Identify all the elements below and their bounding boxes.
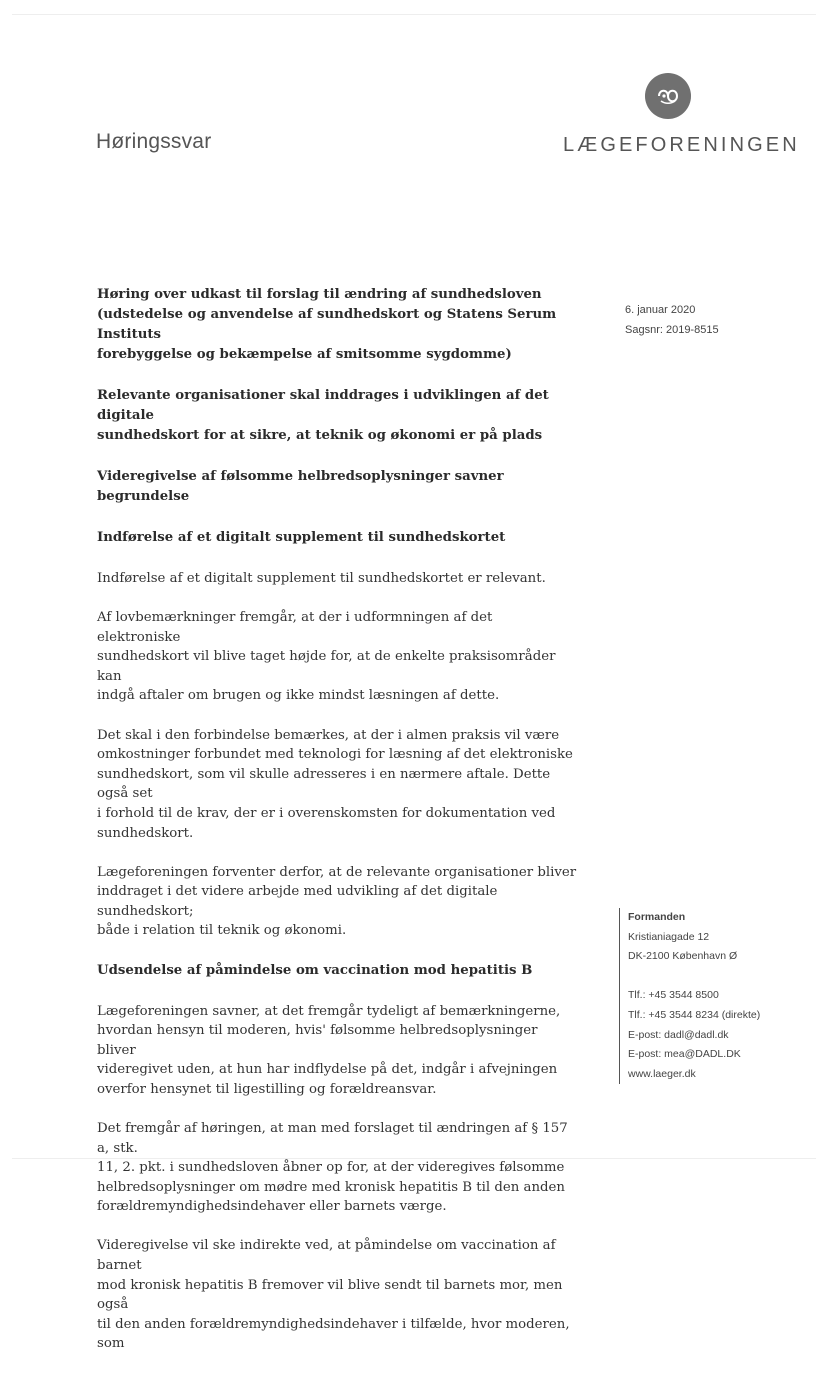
street-address: Kristianiagade 12 <box>628 930 710 943</box>
paragraph-line: til den anden forældremyndighedsindehaver i tilfælde, hvor moderen, som <box>97 1316 570 1352</box>
paragraph-line: Det skal i den forbindelse bemærkes, at der i almen praksis vil være <box>97 727 560 743</box>
paragraph <box>97 863 577 941</box>
paragraph-line: sundhedskort, som vil skulle adresseres i en nærmere aftale. Dette også set <box>97 766 551 802</box>
paragraph-line: Det fremgår af høringen, at man med forslaget til ændringen af § 157 a, stk. <box>97 1120 568 1156</box>
paragraph-line: hvordan hensyn til moderen, hvis' følsomme helbredsoplysninger bliver <box>97 1023 538 1058</box>
paragraph <box>97 608 577 706</box>
paragraph-line: sundhedskort. <box>97 825 194 841</box>
paragraph-line: inddraget i det videre arbejde med udvikling af det digitale sundhedskort; <box>97 884 498 919</box>
paragraph-line: overfor hensynet til ligestilling og forældreansvar. <box>97 1081 437 1097</box>
title-line: Høring over udkast til forslag til ændring af sundhedsloven <box>97 287 542 302</box>
document-title <box>97 285 577 365</box>
sender-contact-block <box>619 908 798 1084</box>
paragraph-line: sundhedskort vil blive taget højde for, at de enkelte praksisområder kan <box>97 649 556 684</box>
document-date: 6. januar 2020 <box>625 304 696 316</box>
organization-name: LÆGEFORENINGEN <box>563 134 800 156</box>
document-type: Høringssvar <box>96 130 212 153</box>
paragraph-line: både i relation til teknik og økonomi. <box>97 923 347 939</box>
summary-headline <box>97 386 577 446</box>
letter-body <box>97 285 577 1374</box>
email-direct: E-post: mea@DADL.DK <box>628 1048 741 1061</box>
paragraph-line: Af lovbemærkninger fremgår, at der i udformningen af det elektroniske <box>97 610 493 645</box>
paragraph-line: omkostninger forbundet med teknologi for læsning af det elektroniske <box>97 747 573 763</box>
spacer <box>628 967 798 987</box>
case-number: Sagsnr: 2019-8515 <box>625 324 719 336</box>
paragraph <box>97 1119 577 1217</box>
title-line: (udstedelse og anvendelse af sundhedskort og Statens Serum Instituts <box>97 307 557 342</box>
summary-headline-2: Videregivelse af følsomme helbredsoplysninger savner begrundelse <box>97 469 504 504</box>
title-line: forebyggelse og bekæmpelse af smitsomme sygdomme) <box>97 347 512 362</box>
section-heading-hepatitis-b: Udsendelse af påmindelse om vaccination mod hepatitis B <box>97 962 533 978</box>
section-heading-digital-supplement: Indførelse af et digitalt supplement til sundhedskortet <box>97 530 506 545</box>
paragraph-line: forældremyndighedsindehaver eller barnets værge. <box>97 1199 447 1215</box>
phone-direct: Tlf.: +45 3544 8234 (direkte) <box>628 1008 761 1021</box>
phone-number: Tlf.: +45 3544 8500 <box>628 989 719 1002</box>
paragraph-line: helbredsoplysninger om mødre med kronisk hepatitis B til den anden <box>97 1179 565 1195</box>
paragraph-line: 11, 2. pkt. i sundhedsloven åbner op for, at der videregives følsomme <box>97 1160 565 1176</box>
paragraph-line: Lægeforeningen forventer derfor, at de relevante organisationer bliver <box>97 864 577 880</box>
document-meta <box>625 300 719 340</box>
paragraph <box>97 726 577 844</box>
headline-line: Relevante organisationer skal inddrages i udviklingen af det digitale <box>97 388 549 423</box>
paragraph-line: indgå aftaler om brugen og ikke mindst læsningen af dette. <box>97 688 500 704</box>
paragraph-line: i forhold til de krav, der er i overenskomsten for dokumentation ved <box>97 805 556 821</box>
paragraph: Indførelse af et digitalt supplement til sundhedskortet er relevant. <box>97 571 546 586</box>
website: www.laeger.dk <box>628 1067 696 1080</box>
laegeforeningen-logo-icon <box>645 73 691 119</box>
paragraph <box>97 1236 577 1354</box>
headline-line: sundhedskort for at sikre, at teknik og økonomi er på plads <box>97 428 543 443</box>
city-address: DK-2100 København Ø <box>628 950 738 963</box>
paragraph-line: videregivet uden, at hun har indflydelse på det, indgår i afvejningen <box>97 1062 558 1078</box>
paragraph <box>97 1002 577 1100</box>
paragraph-line: mod kronisk hepatitis B fremover vil blive sendt til barnets mor, men også <box>97 1277 563 1313</box>
email-general: E-post: dadl@dadl.dk <box>628 1028 729 1041</box>
sender-title: Formanden <box>628 911 686 923</box>
scan-edge-top <box>12 14 816 15</box>
paragraph-line: Videregivelse vil ske indirekte ved, at påmindelse om vaccination af barnet <box>97 1238 556 1274</box>
paragraph-line: Lægeforeningen savner, at det fremgår tydeligt af bemærkningerne, <box>97 1003 561 1019</box>
